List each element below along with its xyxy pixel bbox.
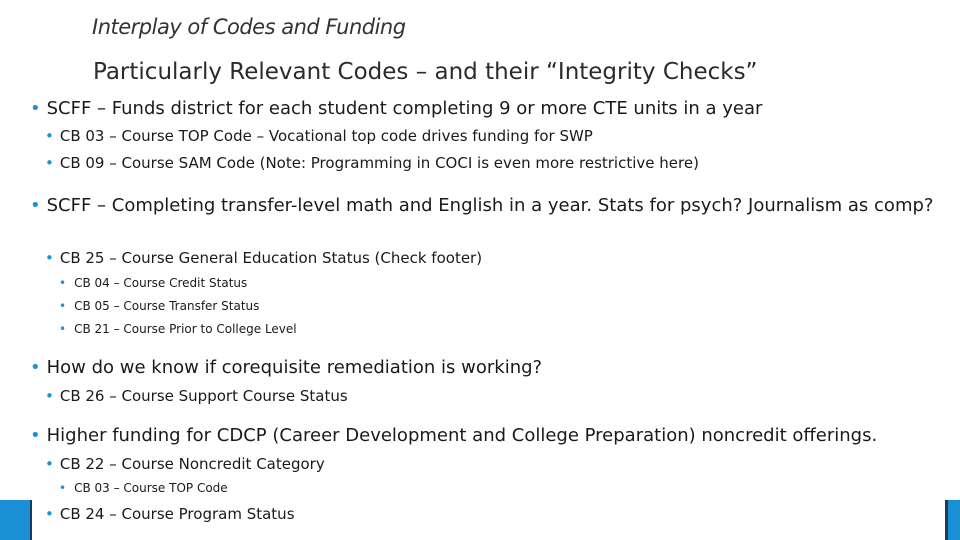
bullet-icon: • (30, 98, 41, 119)
bullet-icon: • (59, 299, 67, 313)
bullet-scff-cte (30, 97, 762, 121)
sub-bullet-text: CB 03 – Course TOP Code – Vocational top code drives funding for SWP (59, 127, 593, 145)
sub-bullet-cb26 (45, 386, 348, 406)
bullet-text: SCFF – Funds district for each student completing 9 or more CTE units in a year (46, 98, 763, 119)
sub-bullet-cb24 (45, 504, 295, 524)
sub-bullet-cb25 (45, 248, 482, 268)
footer-accent-right (948, 500, 960, 540)
sub-bullet-text: CB 22 – Course Noncredit Category (59, 455, 325, 473)
sub-sub-bullet-text: CB 05 – Course Transfer Status (74, 299, 260, 313)
sub-bullet-text: CB 24 – Course Program Status (59, 505, 295, 523)
bullet-icon: • (45, 127, 54, 145)
bullet-icon: • (59, 276, 67, 290)
bullet-scff-transfer (30, 194, 935, 217)
sub-bullet-text: CB 25 – Course General Education Status (Check footer) (59, 249, 483, 267)
bullet-icon: • (45, 154, 54, 172)
bullet-icon: • (30, 425, 41, 446)
footer-divider-left (30, 500, 32, 540)
bullet-text: Higher funding for CDCP (Career Development and College Preparation) noncredit offerings. (46, 425, 878, 446)
sub-bullet-text: CB 09 – Course SAM Code (Note: Programming in COCI is even more restrictive here) (59, 154, 699, 172)
bullet-icon: • (45, 249, 54, 267)
sub-bullet-text: CB 26 – Course Support Course Status (59, 387, 348, 405)
sub-sub-bullet-cb21 (59, 321, 297, 337)
sub-sub-bullet-text: CB 04 – Course Credit Status (74, 276, 248, 290)
bullet-icon: • (30, 195, 41, 216)
bullet-coreq (30, 356, 542, 380)
sub-bullet-cb03 (45, 126, 593, 146)
footer-accent-left (0, 500, 30, 540)
bullet-text: SCFF – Completing transfer-level math and English in a year. Stats for psych? Journalism as comp? (46, 195, 934, 216)
sub-sub-bullet-cb05 (59, 298, 259, 314)
bullet-text: How do we know if corequisite remediation is working? (46, 357, 543, 378)
sub-sub-bullet-cb04 (59, 275, 247, 291)
slide-title: Particularly Relevant Codes – and their “Integrity Checks” (93, 59, 758, 85)
bullet-icon: • (30, 357, 41, 378)
slide-subtitle: Interplay of Codes and Funding (92, 15, 406, 39)
sub-bullet-cb09 (45, 153, 699, 173)
bullet-icon: • (45, 455, 54, 473)
sub-sub-bullet-cb03 (59, 480, 228, 496)
sub-sub-bullet-text: CB 03 – Course TOP Code (74, 481, 228, 495)
bullet-cdcp (30, 424, 877, 448)
bullet-icon: • (45, 387, 54, 405)
sub-sub-bullet-text: CB 21 – Course Prior to College Level (74, 322, 297, 336)
bullet-icon: • (45, 505, 54, 523)
bullet-icon: • (59, 481, 67, 495)
bullet-icon: • (59, 322, 67, 336)
sub-bullet-cb22 (45, 454, 325, 474)
